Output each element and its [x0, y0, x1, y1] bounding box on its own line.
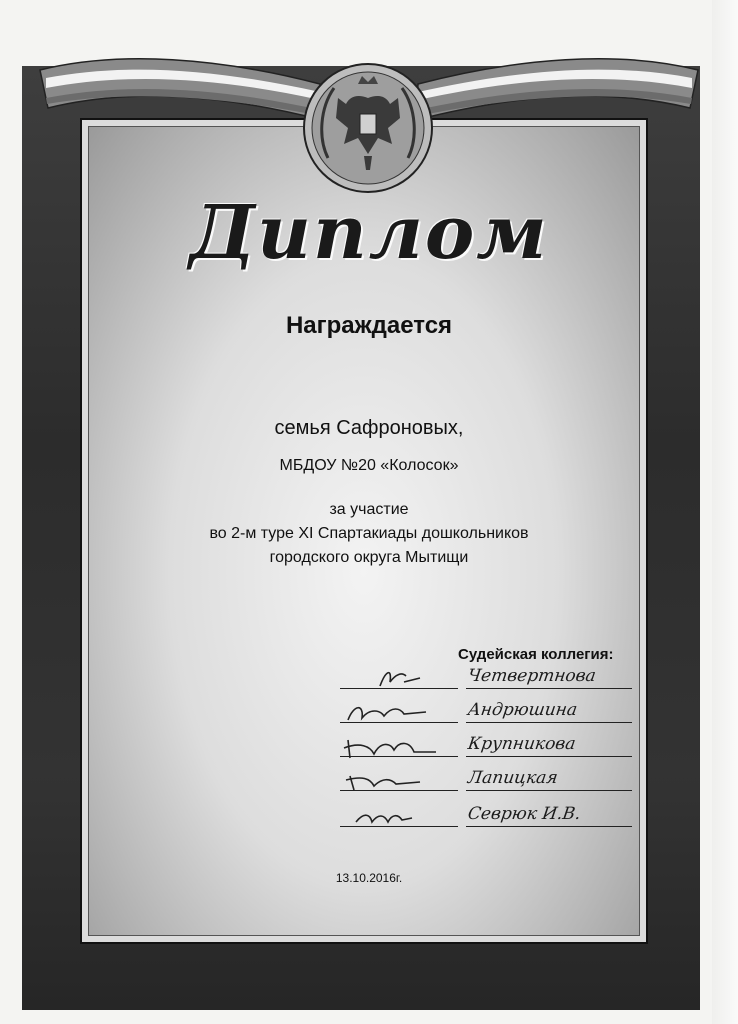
handwritten-signature-icon	[340, 664, 458, 694]
signature-line	[340, 722, 458, 723]
signature-row	[340, 732, 634, 762]
signature-row	[340, 664, 634, 694]
participation-line: во 2-м туре XI Спартакиады дошкольников	[209, 525, 529, 542]
recipient-name: семья Сафроновых,	[274, 417, 464, 439]
participation-line: за участие	[329, 501, 409, 518]
signature-line	[466, 688, 632, 689]
signature-line	[340, 756, 458, 757]
signature-line	[466, 826, 632, 827]
handwritten-signature-icon	[340, 766, 458, 796]
jury-member-name: Четвертнова	[466, 666, 598, 686]
diploma-title: Диплом	[189, 190, 549, 276]
issue-date: 13.10.2016г.	[335, 871, 403, 885]
jury-label: Судейская коллегия:	[458, 646, 614, 663]
awarded-label: Награждается	[285, 312, 453, 339]
participation-line: городского округа Мытищи	[269, 549, 469, 566]
handwritten-signature-icon	[340, 802, 458, 832]
signature-row	[340, 766, 634, 796]
jury-member-name: Андрюшина	[466, 700, 579, 720]
jury-member-name: Лапицкая	[466, 768, 560, 788]
participation-text	[0, 498, 738, 570]
jury-member-name: Крупникова	[466, 734, 577, 754]
institution-name: МБДОУ №20 «Колосок»	[279, 457, 459, 474]
signature-line	[340, 826, 458, 827]
signature-line	[466, 756, 632, 757]
signature-row	[340, 698, 634, 728]
jury-member-name: Севрюк И.В.	[466, 804, 582, 824]
handwritten-signature-icon	[340, 698, 458, 728]
signature-line	[340, 790, 458, 791]
handwritten-signature-icon	[340, 732, 458, 762]
signature-line	[466, 790, 632, 791]
signature-line	[340, 688, 458, 689]
double-headed-eagle-emblem-icon	[298, 58, 438, 198]
signature-line	[466, 722, 632, 723]
signature-row	[340, 802, 634, 832]
